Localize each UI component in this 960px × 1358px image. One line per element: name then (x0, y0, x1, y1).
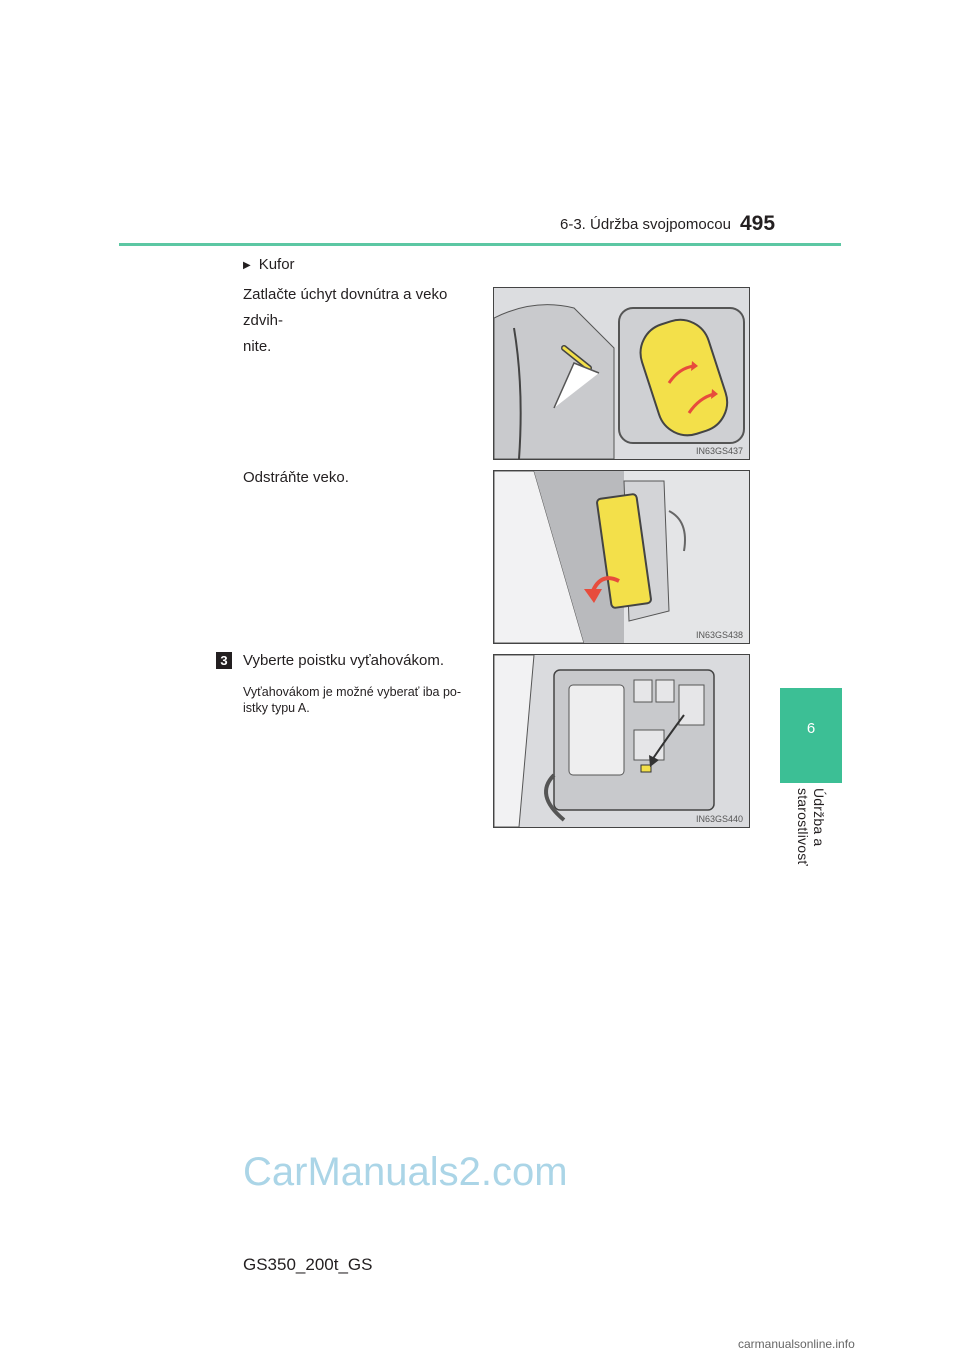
step3-note-line2: istky typu A. (243, 701, 310, 715)
chapter-label: Údržba a starostlivosť (795, 788, 827, 866)
watermark-site: carmanualsonline.info (738, 1337, 855, 1351)
bullet-heading (243, 256, 295, 273)
figure-code: IN63GS437 (695, 446, 743, 456)
step1-line1: Zatlačte úchyt dovnútra a veko zdvih- (243, 286, 448, 329)
remove-cover-illustration (494, 471, 749, 643)
step3-note-line1: Vyťahovákom je možné vyberať iba po- (243, 685, 462, 699)
trunk-cover-illustration (494, 288, 749, 459)
step3-note (243, 684, 488, 716)
figure-remove-cover (493, 470, 750, 644)
step1-line2: nite. (243, 338, 272, 355)
footer-model-code: GS350_200t_GS (243, 1255, 373, 1274)
bullet-heading-text: Kufor (258, 256, 295, 273)
figure-fuse-puller (493, 654, 750, 828)
figure-code: IN63GS438 (695, 630, 743, 640)
step2-text: Odstráňte veko. (243, 469, 349, 486)
figure-trunk-cover-clip (493, 287, 750, 460)
step3-number-box: 3 (216, 652, 232, 669)
figure-code: IN63GS440 (695, 814, 743, 824)
section-title: 6-3. Údržba svojpomocou (560, 216, 731, 233)
fuse-box-illustration (494, 655, 749, 827)
page-number: 495 (740, 212, 776, 235)
bullet-triangle-icon: ▶ (243, 260, 251, 271)
chapter-label-container (780, 788, 842, 898)
chapter-number: 6 (806, 720, 816, 737)
chapter-tab (780, 688, 842, 783)
watermark-logo: CarManuals2.com (243, 1150, 568, 1194)
step3-text: Vyberte poistku vyťahovákom. (243, 652, 444, 669)
step1-text (243, 282, 488, 360)
header-rule (119, 243, 841, 246)
